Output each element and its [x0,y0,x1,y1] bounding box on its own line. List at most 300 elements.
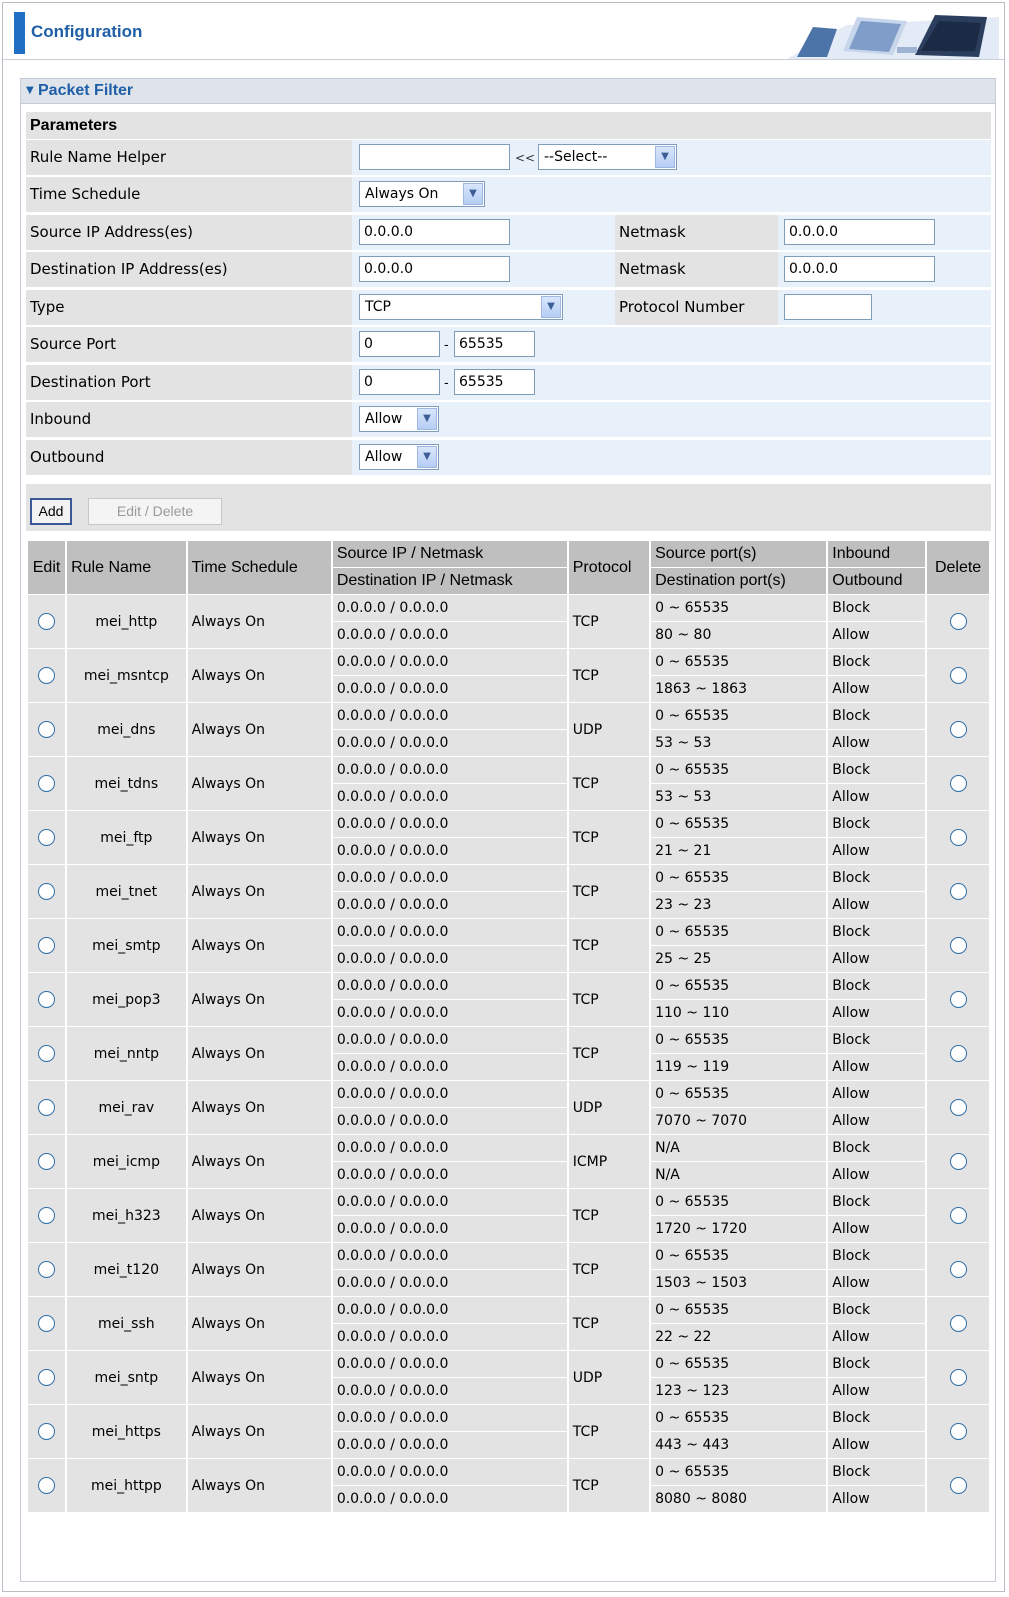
destination-ip-cell: 0.0.0.0 / 0.0.0.0 [333,1378,567,1404]
destination-ip-cell: 0.0.0.0 / 0.0.0.0 [333,1000,567,1026]
protocol-cell: TCP [569,595,649,648]
time-schedule-cell: Always On [188,1027,331,1080]
protocol-cell: TCP [569,973,649,1026]
header-destination-ip: Destination IP / Netmask [333,568,567,594]
time-schedule-cell: Always On [188,757,331,810]
source-ip-cell: 0.0.0.0 / 0.0.0.0 [333,1135,567,1161]
rule-name-input[interactable] [359,144,510,170]
button-bar [26,484,991,531]
source-port-cell: 0 ~ 65535 [651,1405,826,1431]
outbound-cell: Allow [828,1378,925,1404]
edit-radio[interactable] [38,1099,55,1116]
rule-name-cell: mei_ssh [67,1297,186,1350]
chevron-down-icon[interactable]: ▼ [463,183,483,205]
edit-radio-cell [28,757,65,810]
rule-name-cell: mei_msntcp [67,649,186,702]
source-port-cell: 0 ~ 65535 [651,919,826,945]
outbound-cell: Allow [828,1270,925,1296]
edit-radio-cell [28,1135,65,1188]
time-schedule-cell: Always On [188,1135,331,1188]
table-row [28,649,989,675]
destination-ip-cell: 0.0.0.0 / 0.0.0.0 [333,946,567,972]
edit-radio-cell [28,1189,65,1242]
protocol-cell: TCP [569,1243,649,1296]
rule-name-cell: mei_https [67,1405,186,1458]
protocol-cell: TCP [569,865,649,918]
source-ip-cell: 0.0.0.0 / 0.0.0.0 [333,757,567,783]
delete-radio-cell [927,973,989,1026]
destination-port-from-input[interactable]: 0 [359,369,440,395]
destination-port-cell: 1503 ~ 1503 [651,1270,826,1296]
protocol-number-input[interactable] [784,294,872,320]
destination-ip-cell: 0.0.0.0 / 0.0.0.0 [333,1432,567,1458]
row-destination-ip [26,252,991,287]
delete-radio[interactable] [950,1315,967,1332]
inbound-cell: Block [828,703,925,729]
time-schedule-cell: Always On [188,919,331,972]
parameters-title: Parameters [26,112,991,139]
destination-netmask-input[interactable]: 0.0.0.0 [784,256,935,282]
destination-port-cell: 53 ~ 53 [651,784,826,810]
protocol-cell: TCP [569,1459,649,1512]
delete-radio[interactable] [950,667,967,684]
row-rule-name-helper [26,140,991,175]
source-ip-cell: 0.0.0.0 / 0.0.0.0 [333,1243,567,1269]
protocol-cell: TCP [569,1405,649,1458]
destination-ip-cell: 0.0.0.0 / 0.0.0.0 [333,1054,567,1080]
delete-radio-cell [927,1243,989,1296]
inbound-cell: Block [828,649,925,675]
edit-radio[interactable] [38,1207,55,1224]
source-port-cell: 0 ~ 65535 [651,649,826,675]
source-ip-cell: 0.0.0.0 / 0.0.0.0 [333,703,567,729]
table-row [28,1351,989,1377]
outbound-cell: Allow [828,1162,925,1188]
delete-radio[interactable] [950,1207,967,1224]
source-port-cell: 0 ~ 65535 [651,703,826,729]
rule-name-cell: mei_icmp [67,1135,186,1188]
destination-ip-cell: 0.0.0.0 / 0.0.0.0 [333,1162,567,1188]
destination-port-cell: 25 ~ 25 [651,946,826,972]
row-outbound [26,440,991,475]
outbound-cell: Allow [828,1054,925,1080]
header-source-ports: Source port(s) [651,541,826,567]
table-row [28,811,989,837]
destination-ip-input[interactable]: 0.0.0.0 [359,256,510,282]
destination-port-cell: 1863 ~ 1863 [651,676,826,702]
delete-radio-cell [927,757,989,810]
outbound-cell: Allow [828,1486,925,1512]
rules-table [26,540,991,1513]
rule-name-cell: mei_h323 [67,1189,186,1242]
rule-name-cell: mei_httpp [67,1459,186,1512]
table-row [28,1027,989,1053]
add-button[interactable]: Add [30,498,72,525]
inbound-value: Allow [365,411,403,427]
destination-port-cell: 123 ~ 123 [651,1378,826,1404]
source-netmask-input[interactable]: 0.0.0.0 [784,219,935,245]
header-protocol: Protocol [569,541,649,594]
label-protocol-number: Protocol Number [615,290,778,325]
source-port-cell: 0 ~ 65535 [651,1459,826,1485]
edit-radio-cell [28,595,65,648]
destination-ip-cell: 0.0.0.0 / 0.0.0.0 [333,1270,567,1296]
edit-radio[interactable] [38,1045,55,1062]
row-source-ip [26,215,991,250]
delete-radio-cell [927,1297,989,1350]
row-destination-port [26,365,991,400]
source-port-cell: 0 ~ 65535 [651,757,826,783]
header-rule-name: Rule Name [67,541,186,594]
delete-radio-cell [927,595,989,648]
label-inbound: Inbound [26,402,352,437]
label-outbound: Outbound [26,440,352,475]
inbound-cell: Block [828,1027,925,1053]
protocol-cell: UDP [569,1081,649,1134]
chevron-down-icon[interactable]: ▼ [541,296,561,318]
delete-radio[interactable] [950,1423,967,1440]
rule-name-cell: mei_ftp [67,811,186,864]
inbound-cell: Block [828,1351,925,1377]
edit-radio-cell [28,973,65,1026]
edit-radio-cell [28,865,65,918]
rule-name-cell: mei_rav [67,1081,186,1134]
panel-header[interactable] [21,79,995,104]
outbound-cell: Allow [828,1432,925,1458]
delete-radio-cell [927,703,989,756]
time-schedule-cell: Always On [188,865,331,918]
delete-radio-cell [927,1351,989,1404]
time-schedule-cell: Always On [188,1189,331,1242]
table-row [28,1405,989,1431]
rule-name-cell: mei_tnet [67,865,186,918]
computer-banner-image [787,11,999,59]
rule-name-helper-select[interactable] [538,144,677,170]
row-time-schedule [26,177,991,212]
edit-radio-cell [28,1405,65,1458]
chevron-down-icon[interactable]: ▼ [417,408,437,430]
rule-name-cell: mei_tdns [67,757,186,810]
chevron-down-icon[interactable]: ▼ [417,446,437,468]
collapse-triangle-icon[interactable]: ▼ [26,85,34,96]
outbound-cell: Allow [828,676,925,702]
inbound-cell: Block [828,865,925,891]
delete-radio[interactable] [950,883,967,900]
inbound-cell: Block [828,595,925,621]
delete-radio[interactable] [950,775,967,792]
edit-radio[interactable] [38,991,55,1008]
time-schedule-cell: Always On [188,1459,331,1512]
table-row [28,1081,989,1107]
label-source-port: Source Port [26,327,352,362]
header-destination-ports: Destination port(s) [651,568,826,594]
protocol-cell: TCP [569,811,649,864]
edit-radio[interactable] [38,1369,55,1386]
top-bar [3,3,1004,60]
source-port-cell: 0 ~ 65535 [651,1243,826,1269]
source-port-cell: N/A [651,1135,826,1161]
row-type [26,290,991,325]
destination-port-cell: 1720 ~ 1720 [651,1216,826,1242]
time-schedule-cell: Always On [188,1081,331,1134]
header-time-schedule: Time Schedule [188,541,331,594]
source-port-cell: 0 ~ 65535 [651,1297,826,1323]
label-destination-netmask: Netmask [615,252,778,287]
source-ip-cell: 0.0.0.0 / 0.0.0.0 [333,595,567,621]
outbound-cell: Allow [828,784,925,810]
source-port-cell: 0 ~ 65535 [651,1351,826,1377]
table-row [28,1243,989,1269]
edit-radio[interactable] [38,937,55,954]
protocol-cell: TCP [569,1027,649,1080]
outbound-value: Allow [365,449,403,465]
time-schedule-cell: Always On [188,973,331,1026]
destination-ip-cell: 0.0.0.0 / 0.0.0.0 [333,730,567,756]
header-source-ip: Source IP / Netmask [333,541,567,567]
outbound-cell: Allow [828,892,925,918]
edit-radio-cell [28,1027,65,1080]
protocol-cell: UDP [569,1351,649,1404]
delete-radio[interactable] [950,1477,967,1494]
delete-radio[interactable] [950,613,967,630]
outbound-cell: Allow [828,1108,925,1134]
destination-ip-cell: 0.0.0.0 / 0.0.0.0 [333,1216,567,1242]
delete-radio[interactable] [950,1045,967,1062]
source-port-cell: 0 ~ 65535 [651,1189,826,1215]
delete-radio-cell [927,649,989,702]
time-schedule-cell: Always On [188,1351,331,1404]
chevron-down-icon[interactable]: ▼ [655,146,675,168]
inbound-cell: Block [828,1405,925,1431]
rule-name-cell: mei_t120 [67,1243,186,1296]
source-port-to-input[interactable]: 65535 [454,331,535,357]
source-ip-cell: 0.0.0.0 / 0.0.0.0 [333,1297,567,1323]
delete-radio[interactable] [950,1153,967,1170]
delete-radio-cell [927,1135,989,1188]
source-ip-input[interactable]: 0.0.0.0 [359,219,510,245]
delete-radio[interactable] [950,721,967,738]
label-time-schedule: Time Schedule [26,177,352,212]
edit-delete-button[interactable]: Edit / Delete [88,498,222,525]
time-schedule-cell: Always On [188,811,331,864]
delete-radio-cell [927,919,989,972]
rule-name-cell: mei_pop3 [67,973,186,1026]
destination-ip-cell: 0.0.0.0 / 0.0.0.0 [333,1108,567,1134]
time-schedule-cell: Always On [188,1405,331,1458]
delete-radio[interactable] [950,829,967,846]
destination-ip-cell: 0.0.0.0 / 0.0.0.0 [333,622,567,648]
destination-port-cell: 110 ~ 110 [651,1000,826,1026]
outbound-cell: Allow [828,1324,925,1350]
destination-ip-cell: 0.0.0.0 / 0.0.0.0 [333,1486,567,1512]
outbound-cell: Allow [828,946,925,972]
source-ip-cell: 0.0.0.0 / 0.0.0.0 [333,649,567,675]
destination-port-cell: 80 ~ 80 [651,622,826,648]
inbound-cell: Block [828,919,925,945]
delete-radio-cell [927,1189,989,1242]
source-ip-cell: 0.0.0.0 / 0.0.0.0 [333,973,567,999]
header-edit: Edit [28,541,65,594]
edit-radio-cell [28,1081,65,1134]
destination-ip-cell: 0.0.0.0 / 0.0.0.0 [333,676,567,702]
delete-radio[interactable] [950,1369,967,1386]
inbound-cell: Block [828,973,925,999]
source-port-cell: 0 ~ 65535 [651,811,826,837]
page-title: Configuration [31,22,143,41]
inbound-select[interactable] [359,406,439,432]
edit-radio[interactable] [38,667,55,684]
destination-port-cell: 23 ~ 23 [651,892,826,918]
source-port-cell: 0 ~ 65535 [651,595,826,621]
destination-port-dash: - [444,376,449,391]
time-schedule-cell: Always On [188,595,331,648]
edit-radio-cell [28,1459,65,1512]
outbound-cell: Allow [828,622,925,648]
source-ip-cell: 0.0.0.0 / 0.0.0.0 [333,1081,567,1107]
outbound-cell: Allow [828,730,925,756]
label-type: Type [26,290,352,325]
inbound-cell: Block [828,1243,925,1269]
row-source-port [26,327,991,362]
rule-name-cell: mei_dns [67,703,186,756]
label-destination-ip: Destination IP Address(es) [26,252,352,287]
table-row [28,1189,989,1215]
destination-port-cell: 443 ~ 443 [651,1432,826,1458]
protocol-cell: ICMP [569,1135,649,1188]
destination-ip-cell: 0.0.0.0 / 0.0.0.0 [333,1324,567,1350]
header-inbound: Inbound [828,541,925,567]
edit-radio[interactable] [38,1477,55,1494]
delete-radio-cell [927,1459,989,1512]
edit-radio[interactable] [38,1315,55,1332]
inbound-cell: Block [828,757,925,783]
source-ip-cell: 0.0.0.0 / 0.0.0.0 [333,919,567,945]
protocol-cell: TCP [569,757,649,810]
source-ip-cell: 0.0.0.0 / 0.0.0.0 [333,1351,567,1377]
header-delete: Delete [927,541,989,594]
edit-radio[interactable] [38,613,55,630]
label-rule-name-helper: Rule Name Helper [26,140,352,175]
destination-port-cell: 22 ~ 22 [651,1324,826,1350]
edit-radio-cell [28,919,65,972]
source-port-cell: 0 ~ 65535 [651,865,826,891]
edit-radio[interactable] [38,1423,55,1440]
edit-radio[interactable] [38,1153,55,1170]
time-schedule-cell: Always On [188,1243,331,1296]
rule-name-cell: mei_sntp [67,1351,186,1404]
destination-port-cell: N/A [651,1162,826,1188]
table-row [28,865,989,891]
source-port-cell: 0 ~ 65535 [651,1081,826,1107]
rule-name-cell: mei_nntp [67,1027,186,1080]
rule-name-cell: mei_http [67,595,186,648]
type-value: TCP [365,299,391,315]
table-row [28,919,989,945]
source-port-cell: 0 ~ 65535 [651,1027,826,1053]
label-source-netmask: Netmask [615,215,778,250]
protocol-cell: TCP [569,1297,649,1350]
header-outbound: Outbound [828,568,925,594]
source-ip-cell: 0.0.0.0 / 0.0.0.0 [333,811,567,837]
destination-port-cell: 8080 ~ 8080 [651,1486,826,1512]
label-destination-port: Destination Port [26,365,352,400]
rule-name-cell: mei_smtp [67,919,186,972]
label-source-ip: Source IP Address(es) [26,215,352,250]
edit-radio-cell [28,811,65,864]
destination-ip-cell: 0.0.0.0 / 0.0.0.0 [333,784,567,810]
edit-radio-cell [28,1351,65,1404]
row-inbound [26,402,991,437]
delete-radio[interactable] [950,991,967,1008]
edit-radio[interactable] [38,829,55,846]
destination-ip-cell: 0.0.0.0 / 0.0.0.0 [333,892,567,918]
edit-radio[interactable] [38,883,55,900]
packet-filter-panel [20,78,996,1582]
rule-name-helper-value: --Select-- [544,149,608,165]
source-port-from-input[interactable]: 0 [359,331,440,357]
title-accent [14,12,25,54]
delete-radio-cell [927,1027,989,1080]
time-schedule-cell: Always On [188,1297,331,1350]
edit-radio[interactable] [38,721,55,738]
destination-port-to-input[interactable]: 65535 [454,369,535,395]
destination-port-cell: 53 ~ 53 [651,730,826,756]
destination-port-cell: 21 ~ 21 [651,838,826,864]
inbound-cell: Allow [828,1081,925,1107]
delete-radio-cell [927,865,989,918]
time-schedule-cell: Always On [188,649,331,702]
inbound-cell: Block [828,1135,925,1161]
delete-radio[interactable] [950,1261,967,1278]
edit-radio[interactable] [38,775,55,792]
destination-port-cell: 119 ~ 119 [651,1054,826,1080]
source-port-cell: 0 ~ 65535 [651,973,826,999]
edit-radio-cell [28,649,65,702]
source-port-dash: - [444,338,449,353]
time-schedule-value: Always On [365,186,439,202]
inbound-cell: Block [828,811,925,837]
source-ip-cell: 0.0.0.0 / 0.0.0.0 [333,1405,567,1431]
delete-radio-cell [927,1081,989,1134]
edit-radio[interactable] [38,1261,55,1278]
delete-radio[interactable] [950,937,967,954]
table-row [28,703,989,729]
edit-radio-cell [28,1243,65,1296]
delete-radio-cell [927,811,989,864]
table-row [28,1297,989,1323]
delete-radio[interactable] [950,1099,967,1116]
copy-arrows: << [515,151,536,165]
table-row [28,757,989,783]
destination-port-cell: 7070 ~ 7070 [651,1108,826,1134]
delete-radio-cell [927,1405,989,1458]
table-row [28,1135,989,1161]
table-row [28,1459,989,1485]
inbound-cell: Block [828,1189,925,1215]
source-ip-cell: 0.0.0.0 / 0.0.0.0 [333,1027,567,1053]
time-schedule-select[interactable] [359,181,485,207]
source-ip-cell: 0.0.0.0 / 0.0.0.0 [333,1459,567,1485]
panel-title: Packet Filter [38,82,134,99]
outbound-select[interactable] [359,444,439,470]
destination-ip-cell: 0.0.0.0 / 0.0.0.0 [333,838,567,864]
protocol-cell: UDP [569,703,649,756]
protocol-cell: TCP [569,1189,649,1242]
page-frame [2,2,1005,1592]
time-schedule-cell: Always On [188,703,331,756]
source-ip-cell: 0.0.0.0 / 0.0.0.0 [333,865,567,891]
type-select[interactable] [359,294,563,320]
